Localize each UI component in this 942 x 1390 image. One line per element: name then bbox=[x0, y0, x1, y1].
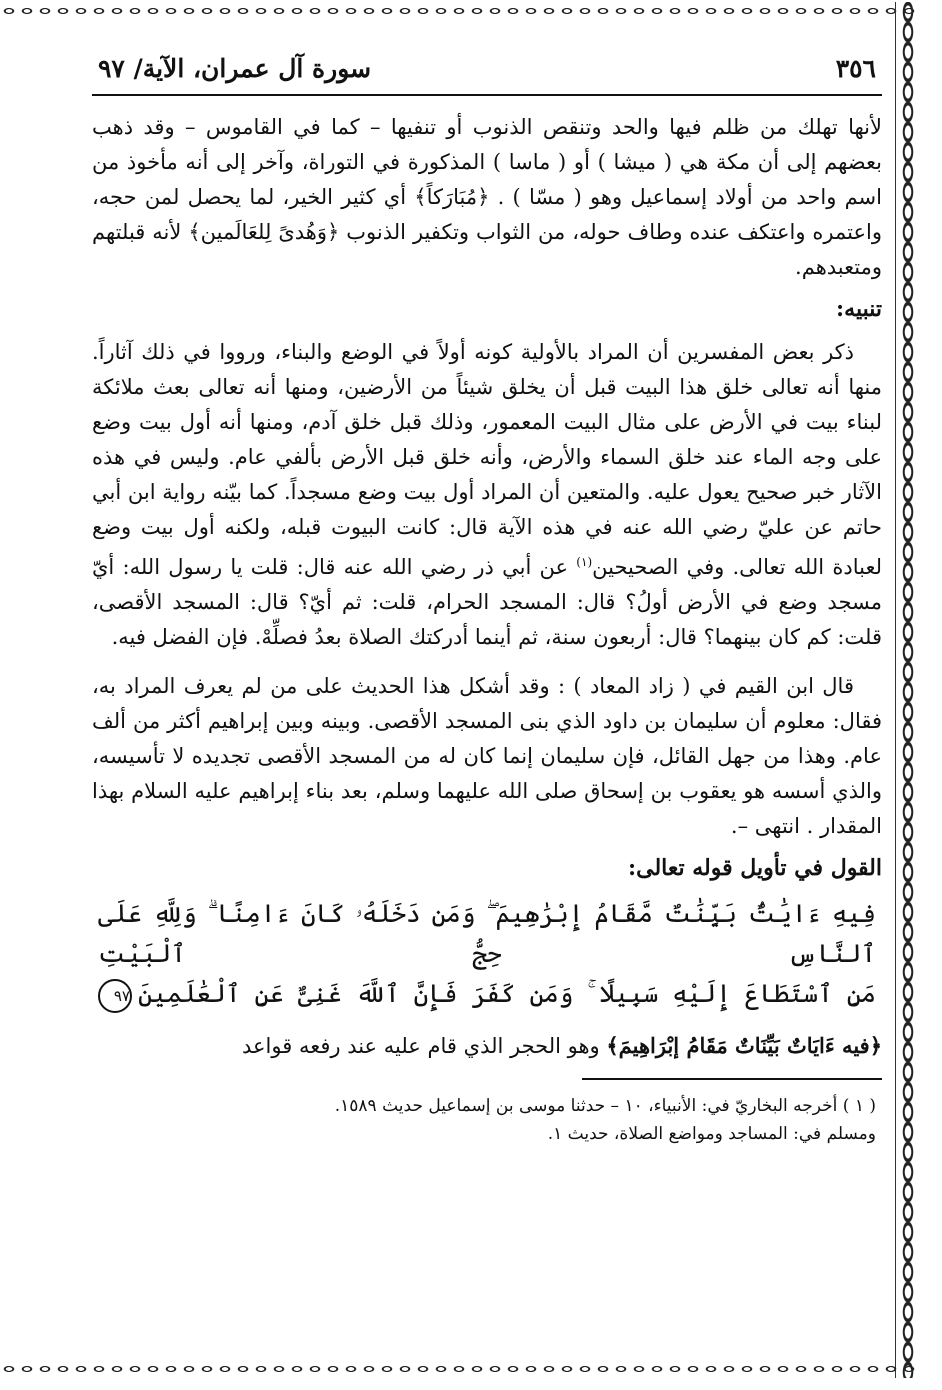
footnote-divider bbox=[582, 1078, 882, 1080]
quoted-verse: ﴿فيه ءَايَاتٌ بَيِّنَاتٌ مَقَامُ إبْرَاهِيمَ﴾ bbox=[606, 1033, 882, 1058]
book-page bbox=[92, 40, 882, 1350]
quran-verse bbox=[98, 894, 876, 1014]
ornamental-border-right bbox=[898, 2, 918, 1378]
verse-line-2 bbox=[98, 974, 876, 1014]
paragraph-4-text: وهو الحجر الذي قام عليه عند رفعه قواعد bbox=[242, 1034, 607, 1058]
paragraph-2-hadith: عن أبي ذر رضي الله عنه قال: قلت يا رسول الله: أيّ مسجد وضع في الأرض أولُ؟ قال: المسجد الحرام، قلت: ثم أيّ؟ قال: المسجد الأقصى، قلت: كم كان بينهما؟ قال: أربعون سنة، ثم أينما أدركتك الصلاة بعدُ فصلِّهْ. فإن الفضل فيه. bbox=[92, 555, 882, 649]
border-rule bbox=[895, 2, 896, 1378]
paragraph-2-sahihayn: الصحيحين bbox=[592, 555, 679, 579]
paragraph-3: قال ابن القيم في ( زاد المعاد ) : وقد أشكل هذا الحديث على من لم يعرف المراد به، فقال: معلوم أن سليمان بن داود الذي بنى المسجد الأقصى. وبينه وبين إبراهيم أكثر من ألف عام. وهذا من جهل القائل، فإن سليمان إنما كان له من المسجد الأقصى تجديده لا تأسيسه، والذي أسسه هو يعقوب بن إسحاق صلى الله عليهما وسلم، بعد بناء إبراهيم عليه السلام بهذا المقدار . انتهى –. bbox=[92, 674, 882, 838]
footnote-marker: (١) bbox=[576, 555, 593, 569]
paragraph-2-text: ذكر بعض المفسرين أن المراد بالأولية كونه أولاً في الوضع والبناء، ورووا في ذلك آثاراً. منها أنه تعالى خلق هذا البيت قبل أن يخلق شيئاً من الأرضين، ومنها أنه تعالى بعث ملائكة لبناء بيت في الأرض على مثال البيت المعمور، وذلك قبل خلق آدم، ومنها أنه أول بيت وضع على وجه الماء عند خلق السماء والأرض، وأنه خلق قبل الأرض بألفي عام. وليس في هذه الآثار خبر صحيح يعول عليه. والمتعين أن المراد أول بيت وضع مسجداً. كما بيّنه رواية ابن أبي حاتم عن عليّ رضي الله عنه في هذه الآية قال: كانت البيوت قبله، ولكنه أول بيت وضع لعبادة الله تعالى. وفي bbox=[92, 340, 882, 579]
tanbih-heading: تنبيه: bbox=[836, 296, 882, 322]
ornamental-border-bottom bbox=[0, 1360, 918, 1378]
footnote-1: ( ١ ) أخرجه البخاريّ في: الأنبياء، ١٠ – حدثنا موسى بن إسماعيل حديث ١٥٨٩. bbox=[334, 1096, 876, 1116]
section-heading: القول في تأويل قوله تعالى: bbox=[628, 855, 882, 881]
verse-number-badge: ٩٧ bbox=[98, 979, 132, 1013]
paragraph-2 bbox=[92, 335, 882, 655]
paragraph-1: لأنها تهلك من ظلم فيها والحد وتنقص الذنوب أو تنفيها – كما في القاموس – وقد ذهب بعضهم إلى أن مكة هي ( ميشا ) أو ( ماسا ) المذكورة في التوراة، وآخر إلى أنه مأخوذ من اسم واحد من أولاد إسماعيل وهو ( مسّا ) . ﴿مُبَارَكاً﴾ أي كثير الخير، لما يحصل لمن حجه، واعتمره واعتكف عنده وطاف حوله، من الثواب وتكفير الذنوب ﴿وَهُدىً لِلعَالَمين﴾ لأنه قبلتهم ومتعبدهم. bbox=[92, 115, 882, 279]
page-number: ٣٥٦ bbox=[835, 54, 876, 83]
footnote-2: ومسلم في: المساجد ومواضع الصلاة، حديث ١. bbox=[547, 1124, 876, 1144]
verse-line-2-text: مَنِ ٱسْتَطَاعَ إِلَيْهِ سَبِيلًا ۚ وَمَن كَفَرَ فَإِنَّ ٱللَّهَ غَنِىٌّ عَنِ ٱلْعَٰلَمِينَ bbox=[138, 979, 876, 1008]
paragraph-4 bbox=[92, 1028, 882, 1064]
ornamental-border-top bbox=[0, 2, 918, 20]
page-body bbox=[92, 96, 882, 1148]
page-header bbox=[92, 40, 882, 96]
verse-line-1: فِيهِ ءَايَٰتٌۢ بَيِّنَٰتٌ مَّقَامُ إِبْرَٰهِيمَ ۖ وَمَن دَخَلَهُۥ كَانَ ءَامِنًا ۗ وَلِلَّهِ عَلَى ٱلنَّاسِ حِجُّ ٱلْبَيْتِ bbox=[98, 899, 876, 968]
running-title: سورة آل عمران، الآية/ ٩٧ bbox=[98, 54, 372, 83]
